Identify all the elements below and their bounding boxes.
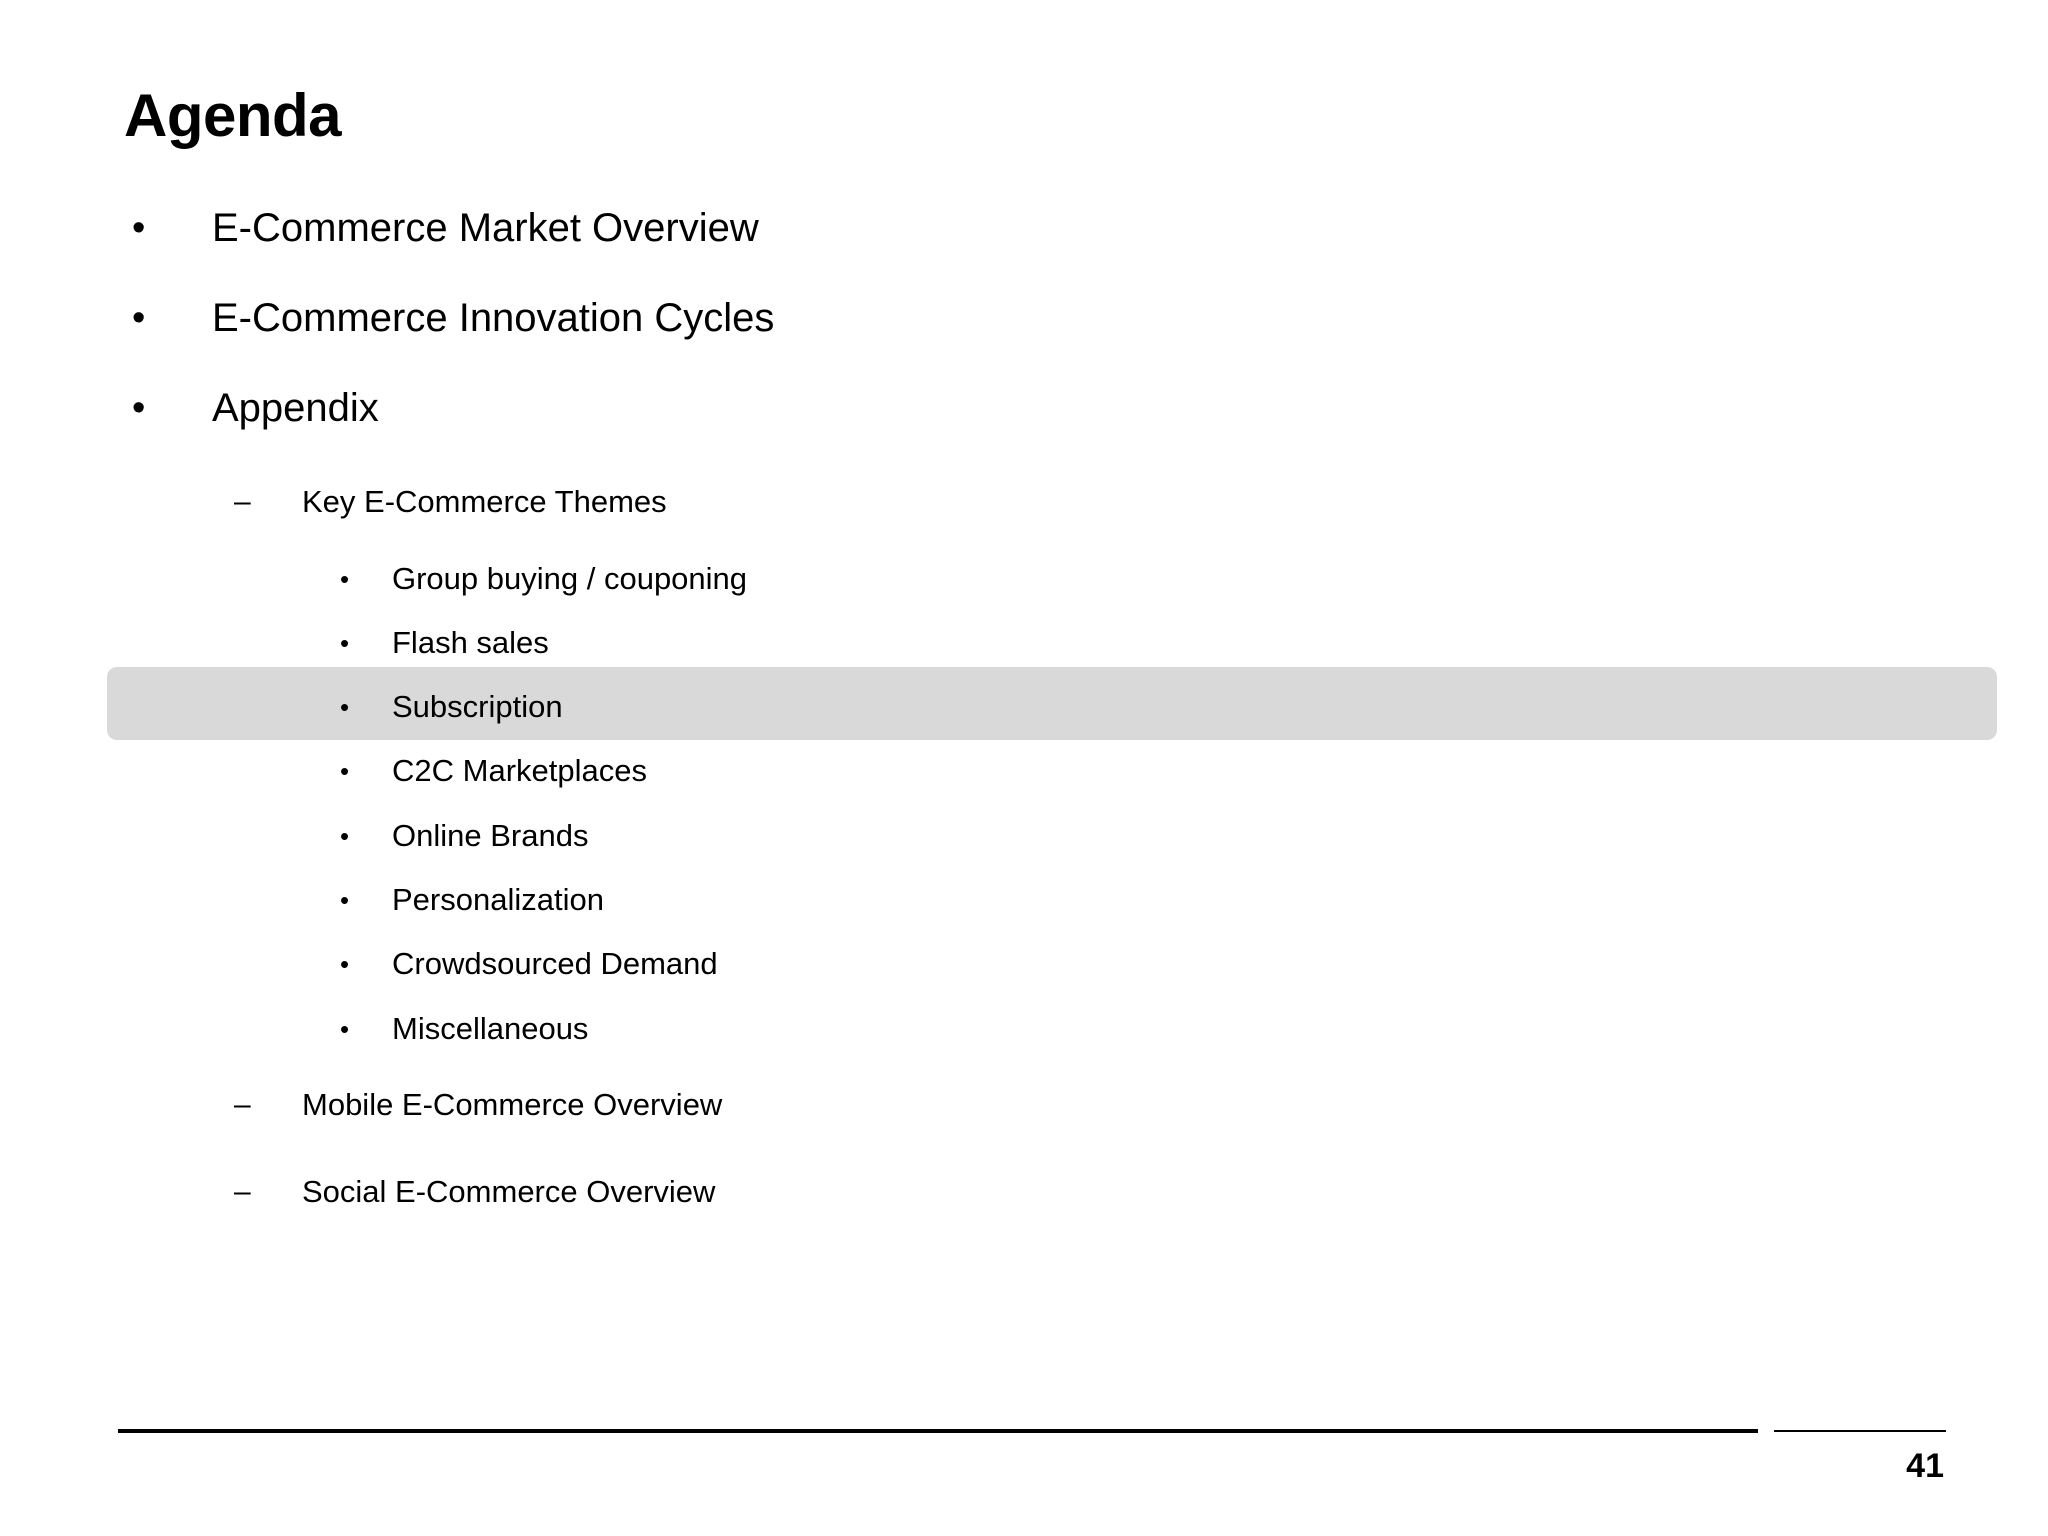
bullet-icon: • <box>132 387 146 429</box>
footer-rule <box>118 1429 1758 1433</box>
theme-item-label: Group buying / couponing <box>392 561 748 596</box>
agenda-item-label: Appendix <box>212 386 379 430</box>
agenda-subitem-label: Social E-Commerce Overview <box>302 1174 716 1209</box>
bullet-icon: • <box>340 628 350 658</box>
theme-item-label: Personalization <box>392 882 604 917</box>
bullet-icon: • <box>340 756 350 786</box>
agenda-item-label: E-Commerce Market Overview <box>212 206 759 250</box>
bullet-icon: • <box>340 949 350 979</box>
current-section-highlight <box>107 667 1997 740</box>
bullet-icon: • <box>340 885 350 915</box>
bullet-icon: • <box>340 692 350 722</box>
theme-item-label: Online Brands <box>392 818 589 853</box>
theme-item-label: Miscellaneous <box>392 1011 589 1046</box>
agenda-subitem-label: Key E-Commerce Themes <box>302 484 667 519</box>
bullet-icon: • <box>340 1014 350 1044</box>
theme-item-label: Flash sales <box>392 625 549 660</box>
page-number: 41 <box>1906 1447 1944 1485</box>
bullet-icon: • <box>340 821 350 851</box>
agenda-subitem-label: Mobile E-Commerce Overview <box>302 1087 723 1122</box>
theme-item-label: Crowdsourced Demand <box>392 946 718 981</box>
theme-item-label: C2C Marketplaces <box>392 753 647 788</box>
dash-icon: – <box>234 1088 251 1121</box>
dash-icon: – <box>234 1175 251 1208</box>
dash-icon: – <box>234 485 251 518</box>
bullet-icon: • <box>132 207 146 249</box>
page-number-rule <box>1774 1430 1946 1432</box>
agenda-item-label: E-Commerce Innovation Cycles <box>212 296 775 340</box>
bullet-icon: • <box>132 297 146 339</box>
theme-item-label: Subscription <box>392 689 563 724</box>
slide-title: Agenda <box>124 82 342 149</box>
bullet-icon: • <box>340 564 350 594</box>
